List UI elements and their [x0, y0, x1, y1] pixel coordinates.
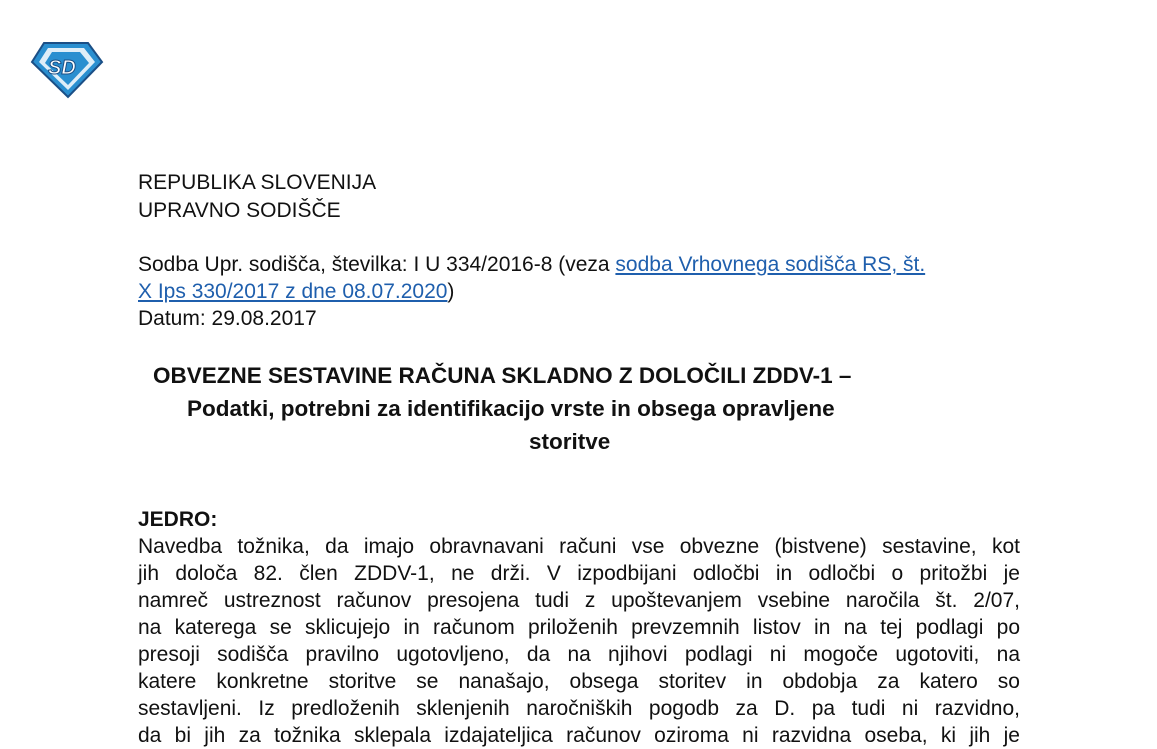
- supreme-court-link-part2[interactable]: X Ips 330/2017 z dne 08.07.2020: [138, 280, 448, 303]
- court-header: [138, 169, 376, 225]
- case-number: Sodba Upr. sodišča, številka: I U 334/2016-8 (veza: [138, 253, 616, 276]
- jedro-heading: JEDRO:: [138, 508, 218, 531]
- jedro-body: [138, 533, 1020, 749]
- meta-close-paren: ): [447, 280, 455, 303]
- title-line-3: storitve: [529, 429, 611, 454]
- jedro-line: sestavljeni. Iz predloženih sklenjenih naročniških pogodb za D. pa tudi ni razvidno,: [138, 697, 1020, 720]
- logo-text: SD: [48, 57, 76, 79]
- jedro-line: na katerega se sklicujejo in računom priloženih prevzemnih listov in na tej podlagi po: [138, 616, 1020, 639]
- title-line-1: OBVEZNE SESTAVINE RAČUNA SKLADNO Z DOLOČILI ZDDV-1 –: [153, 363, 852, 388]
- title-line-2: Podatki, potrebni za identifikacijo vrste in obsega opravljene: [187, 396, 835, 421]
- jedro-line: namreč ustreznost računov presojena tudi z upoštevanjem vsebine naročila št. 2/07,: [138, 589, 1020, 612]
- jedro-line: katere konkretne storitve se nanašajo, obsega storitev in obdobja za katero so: [138, 670, 1020, 693]
- sd-logo-icon: [30, 40, 104, 100]
- jedro-line: Navedba tožnika, da imajo obravnavani računi vse obvezne (bistvene) sestavine, kot: [138, 535, 1020, 558]
- supreme-court-link-part1[interactable]: sodba Vrhovnega sodišča RS, št.: [615, 253, 926, 276]
- court-country: REPUBLIKA SLOVENIJA: [138, 171, 377, 194]
- jedro-line: da bi jih za tožnika sklepala izdajateljica računov oziroma ni razvidna oseba, ki jih je: [138, 724, 1020, 747]
- meta-line-1: [138, 251, 1023, 278]
- judgment-date: Datum: 29.08.2017: [138, 307, 317, 330]
- jedro-line: presoji sodišča pravilno ugotovljeno, da na njihovi podlagi ni mogoče ugotoviti, na: [138, 643, 1020, 666]
- document-title: [138, 359, 1157, 458]
- meta-line-2: [138, 278, 1023, 305]
- logo: [30, 40, 104, 100]
- jedro-line: jih določa 82. člen ZDDV-1, ne drži. V izpodbijani odločbi in odločbi o pritožbi je: [138, 562, 1020, 585]
- court-name: UPRAVNO SODIŠČE: [138, 199, 341, 222]
- judgment-meta: [138, 251, 1023, 332]
